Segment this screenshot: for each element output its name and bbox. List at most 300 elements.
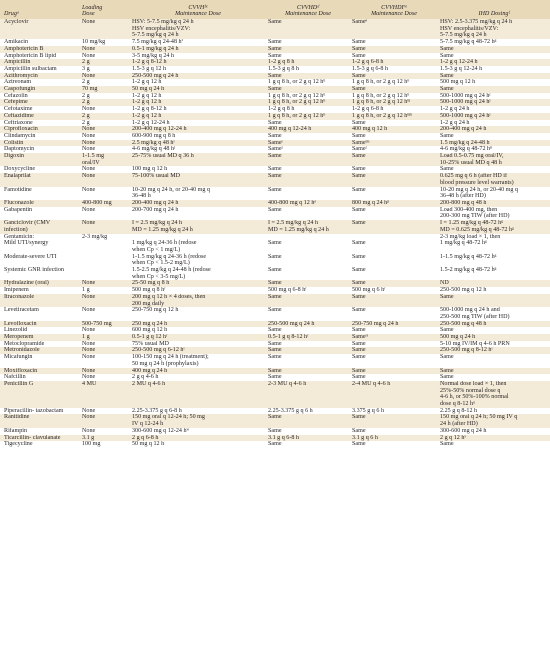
ihd-dosing-cell: 1-2 g q 24 h bbox=[438, 120, 550, 127]
table-row bbox=[0, 99, 550, 106]
cvvhdf-dose-cell: 2-4 MU q 4-6 h bbox=[350, 381, 438, 408]
header-row bbox=[0, 0, 550, 19]
cvvhd-dose-cell: Same bbox=[266, 414, 350, 427]
cvvhdf-dose-cell: 3.1 g q 6 h bbox=[350, 435, 438, 442]
table-row bbox=[0, 153, 550, 166]
cvvh-dose-cell: 3-5 mg/kg q 24 h bbox=[130, 53, 266, 60]
cvvhdf-dose-cell: Sameʲ bbox=[350, 146, 438, 153]
cvvh-dose-cell: 50 mg q 12 h bbox=[130, 441, 266, 448]
cvvh-dose-cell: 50 mg q 24 h bbox=[130, 86, 266, 93]
loading-dose-cell: None bbox=[80, 46, 130, 53]
drug-cell: Amphotericin B bbox=[0, 46, 80, 53]
cvvh-dose-cell: 1-2 g q 12 h bbox=[130, 99, 266, 106]
table-row bbox=[0, 220, 550, 233]
cvvhdf-dose-cell: 1.5-3 g q 6-8 h bbox=[350, 66, 438, 73]
drug-cell: Amphotericin B lipid bbox=[0, 53, 80, 60]
cvvhdf-dose-cell: Same bbox=[350, 220, 438, 233]
cvvhdf-dose-cell: Same bbox=[350, 307, 438, 320]
ihd-dosing-cell: 500 mg q 12 h bbox=[438, 79, 550, 86]
cvvhd-dose-cell: Same bbox=[266, 280, 350, 287]
table-row bbox=[0, 200, 550, 207]
cvvhdf-dose-cell: Same bbox=[350, 374, 438, 381]
loading-dose-cell: None bbox=[80, 414, 130, 427]
loading-dose-cell: None bbox=[80, 307, 130, 320]
cvvh-dose-cell: 2 MU q 4-6 h bbox=[130, 381, 266, 408]
cvvh-dose-cell: 2.25-3.375 g q 6-8 h bbox=[130, 408, 266, 415]
table-row bbox=[0, 166, 550, 173]
cvvh-column-header-label: CVVHᵇᶜ Maintenance Dose bbox=[175, 4, 221, 18]
cvvh-dose-cell: 1-2 g q 12 h bbox=[130, 79, 266, 86]
loading-dose-cell: 100 mg bbox=[80, 441, 130, 448]
cvvh-dose-cell: 2 g q 6-8 h bbox=[130, 435, 266, 442]
ihd-dosing-cell: Same bbox=[438, 368, 550, 375]
cvvhdf-dose-cell: Same bbox=[350, 414, 438, 427]
ihd-dosing-cell: Load 300-400 mg, then 200-300 mg TIW (after HD) bbox=[438, 207, 550, 220]
ihd-dosing-cell: Same bbox=[438, 53, 550, 60]
cvvh-dose-cell: HSV: 5-7.5 mg/kg q 24 h HSV encephalitis/VZV: 5-7.5 mg/kg q 24 h bbox=[130, 19, 266, 39]
loading-dose-cell: None bbox=[80, 220, 130, 233]
ihd-dosing-cell: Same bbox=[438, 166, 550, 173]
table-row bbox=[0, 341, 550, 348]
drug-cell: Colistin bbox=[0, 140, 80, 147]
ihd-dosing-cell: 250-500 mg q 12 h bbox=[438, 287, 550, 294]
cvvh-dose-cell: 300-600 mg q 12-24 hʷ bbox=[130, 428, 266, 435]
table-row bbox=[0, 280, 550, 287]
cvvh-dose-cell: 7.5 mg/kg q 24-48 hⁱ bbox=[130, 39, 266, 46]
drug-cell: Levofloxacin bbox=[0, 321, 80, 328]
ihd-dosing-cell: 5-10 mg IV/IM q 4-6 h PRN bbox=[438, 341, 550, 348]
cvvh-dose-cell: 1-2 g q 8-12 h bbox=[130, 106, 266, 113]
ihd-dosing-cell: I = 1.25 mg/kg q 48-72 hᵍ MD = 0.625 mg/kg q 48-72 hᵍ bbox=[438, 220, 550, 233]
drug-cell: Enalaprilat bbox=[0, 173, 80, 186]
cvvhdf-dose-cell: Same bbox=[350, 428, 438, 435]
table-row bbox=[0, 66, 550, 73]
cvvhd-dose-cell: Same bbox=[266, 53, 350, 60]
drug-cell: Itraconazole bbox=[0, 294, 80, 307]
cvvh-dose-cell: 200 mg q 12 h × 4 doses, then 200 mg daily bbox=[130, 294, 266, 307]
ihd-dosing-cell: 250-500 mg q 8-12 hᵗ bbox=[438, 347, 550, 354]
ihd-dosing-cell: 2.25 g q 8-12 h bbox=[438, 408, 550, 415]
ihd-dosing-cell: Load 0.5-0.75 mg oral/IV, 10-25% usual MD q 48 h bbox=[438, 153, 550, 166]
loading-dose-cell: None bbox=[80, 187, 130, 200]
table-row bbox=[0, 354, 550, 367]
cvvh-dose-cell: 1-2 g q 12 h bbox=[130, 93, 266, 100]
loading-dose-cell: None bbox=[80, 408, 130, 415]
loading-dose-cell: None bbox=[80, 327, 130, 334]
ihd-dosing-cell: 0.625 mg q 6 h (after HD if blood pressure level warrants) bbox=[438, 173, 550, 186]
cvvhd-dose-cell: Same bbox=[266, 173, 350, 186]
cvvhdf-dose-cell: Same bbox=[350, 153, 438, 166]
drug-cell: Ranitidine bbox=[0, 414, 80, 427]
table-row bbox=[0, 207, 550, 220]
ihd-dosing-cell: Same bbox=[438, 294, 550, 307]
cvvh-dose-cell: 0.5-1 g q 12 hʳ bbox=[130, 334, 266, 341]
cvvh-column-header bbox=[130, 0, 266, 19]
loading-dose-cell: None bbox=[80, 73, 130, 80]
cvvhdf-dose-cell: 1 g q 8 h, or 2 g q 12 hʰ bbox=[350, 93, 438, 100]
ihd-dosing-cell: 250-500 mg q 48 h bbox=[438, 321, 550, 328]
ihd-dosing-cell: 1.5 mg/kg q 24-48 h bbox=[438, 140, 550, 147]
table-row bbox=[0, 307, 550, 320]
table-row bbox=[0, 120, 550, 127]
ihd-dosing-cell: Same bbox=[438, 46, 550, 53]
cvvh-dose-cell: 0.5-1 mg/kg q 24 h bbox=[130, 46, 266, 53]
cvvhd-dose-cell: Same bbox=[266, 46, 350, 53]
drug-cell: Digoxin bbox=[0, 153, 80, 166]
loading-dose-cell: 2-3 mg/kg bbox=[80, 234, 130, 281]
drug-cell: Caspofungin bbox=[0, 86, 80, 93]
cvvh-dose-cell: 250 mg q 24 h bbox=[130, 321, 266, 328]
cvvhdf-column-header-label: CVVHDFᵉ Maintenance Dose bbox=[371, 4, 417, 18]
cvvhd-dose-cell: Same bbox=[266, 368, 350, 375]
table-row bbox=[0, 53, 550, 60]
loading-dose-cell: 3.1 g bbox=[80, 435, 130, 442]
ihd-dosing-cell: Same bbox=[438, 86, 550, 93]
ihd-column-header bbox=[438, 0, 550, 19]
cvvh-dose-cell: 200-400 mg q 24 h bbox=[130, 200, 266, 207]
cvvh-dose-cell: 200-700 mg q 24 h bbox=[130, 207, 266, 220]
cvvhd-dose-cell: 3.1 g q 6-8 h bbox=[266, 435, 350, 442]
table-row bbox=[0, 133, 550, 140]
cvvhdf-dose-cell: Same bbox=[350, 207, 438, 220]
cvvhdf-dose-cell: Same bbox=[350, 166, 438, 173]
table-row bbox=[0, 368, 550, 375]
table-row bbox=[0, 79, 550, 86]
table-row bbox=[0, 146, 550, 153]
loading-dose-cell: 2 g bbox=[80, 120, 130, 127]
loading-dose-cell: 500-750 mg bbox=[80, 321, 130, 328]
table-row bbox=[0, 113, 550, 120]
cvvh-dose-cell: 1-2 g q 8-12 h bbox=[130, 59, 266, 66]
cvvhdf-dose-cell: 1 g q 8 h, or 2 g q 12 hʰ bbox=[350, 79, 438, 86]
cvvhd-dose-cell: 500 mg q 6-8 hʳ bbox=[266, 287, 350, 294]
cvvhd-dose-cell: Same bbox=[266, 354, 350, 367]
drug-cell: Linezolid bbox=[0, 327, 80, 334]
cvvhd-dose-cell: Same bbox=[266, 428, 350, 435]
cvvhdf-dose-cell: 800 mg q 24 hᵖ bbox=[350, 200, 438, 207]
ihd-dosing-cell: Normal dose load × 1, then 25%-50% normal dose q 4-6 h, or 50%-100% normal dose q 8-12 hᵘ bbox=[438, 381, 550, 408]
drug-cell: Clindamycin bbox=[0, 133, 80, 140]
loading-dose-column-header bbox=[80, 0, 130, 19]
cvvhd-dose-cell: Same Same Same bbox=[266, 234, 350, 281]
cvvh-dose-cell: 200-400 mg q 12-24 h bbox=[130, 126, 266, 133]
table-row bbox=[0, 173, 550, 186]
loading-dose-cell: 2 g bbox=[80, 113, 130, 120]
table-row bbox=[0, 381, 550, 408]
cvvhd-dose-cell: Same bbox=[266, 153, 350, 166]
cvvhd-dose-cell: 2.25-3.375 g q 6 h bbox=[266, 408, 350, 415]
table-row bbox=[0, 126, 550, 133]
drug-cell: Piperacillin- tazobactam bbox=[0, 408, 80, 415]
loading-dose-cell: None bbox=[80, 368, 130, 375]
table-row bbox=[0, 408, 550, 415]
table-row bbox=[0, 374, 550, 381]
cvvhdf-dose-cell: Same bbox=[350, 86, 438, 93]
drug-cell: Famotidine bbox=[0, 187, 80, 200]
cvvhd-dose-cell: I = 2.5 mg/kg q 24 h MD = 1.25 mg/kg q 24 h bbox=[266, 220, 350, 233]
cvvh-dose-cell: 1.5-3 g q 12 h bbox=[130, 66, 266, 73]
ihd-dosing-cell: 500 mg q 24 h bbox=[438, 334, 550, 341]
cvvh-dose-cell: 150 mg oral q 12-24 h; 50 mg IV q 12-24 h bbox=[130, 414, 266, 427]
cvvhdf-dose-cell: Sameˡᵐ bbox=[350, 140, 438, 147]
cvvhdf-dose-cell: Same bbox=[350, 133, 438, 140]
loading-dose-column-header-label: Loading Dose bbox=[82, 4, 103, 18]
loading-dose-cell: 1 g bbox=[80, 287, 130, 294]
loading-dose-cell: 70 mg bbox=[80, 86, 130, 93]
table-row bbox=[0, 414, 550, 427]
cvvhd-dose-cell: 2-3 MU q 4-6 h bbox=[266, 381, 350, 408]
table-row bbox=[0, 187, 550, 200]
cvvhdf-dose-cell: Same bbox=[350, 354, 438, 367]
cvvh-dose-cell: 1-2 g q 12 h bbox=[130, 113, 266, 120]
loading-dose-cell: None bbox=[80, 374, 130, 381]
loading-dose-cell: 2 g bbox=[80, 59, 130, 66]
cvvh-dose-cell: 1-2 g q 12-24 h bbox=[130, 120, 266, 127]
cvvh-dose-cell: 500 mg q 8 hʳ bbox=[130, 287, 266, 294]
loading-dose-cell: None bbox=[80, 126, 130, 133]
drug-cell: Imipenem bbox=[0, 287, 80, 294]
cvvhdf-dose-cell: Same bbox=[350, 327, 438, 334]
table-body bbox=[0, 19, 550, 448]
cvvhd-dose-cell: Same bbox=[266, 19, 350, 39]
loading-dose-cell: 1 g bbox=[80, 334, 130, 341]
loading-dose-cell: None bbox=[80, 53, 130, 60]
cvvhdf-dose-cell: Same bbox=[350, 341, 438, 348]
drug-cell: Azithromycin bbox=[0, 73, 80, 80]
loading-dose-cell: 2 g bbox=[80, 99, 130, 106]
drug-cell: Ceftriaxone bbox=[0, 120, 80, 127]
drug-cell: Gabapentin bbox=[0, 207, 80, 220]
cvvhdf-dose-cell: Same bbox=[350, 294, 438, 307]
cvvhd-dose-cell: Same bbox=[266, 133, 350, 140]
cvvhd-dose-cell: Same bbox=[266, 166, 350, 173]
loading-dose-cell: 1-1.5 mg oral/IV bbox=[80, 153, 130, 166]
cvvhdf-dose-cell: Same bbox=[350, 73, 438, 80]
cvvhdf-dose-cell: Same bbox=[350, 280, 438, 287]
cvvhd-dose-cell: 400-800 mg q 12 hᵒ bbox=[266, 200, 350, 207]
drug-cell: Penicillin G bbox=[0, 381, 80, 408]
ihd-dosing-cell: 5-7.5 mg/kg q 48-72 hᵍ bbox=[438, 39, 550, 46]
loading-dose-cell: None bbox=[80, 133, 130, 140]
cvvhd-dose-cell: 1 g q 8 h, or 2 g q 12 hʰ bbox=[266, 113, 350, 120]
cvvhd-dose-cell: Same bbox=[266, 207, 350, 220]
ihd-dosing-cell: 500-1000 mg q 24 hʲ bbox=[438, 99, 550, 106]
ihd-dosing-cell: 500-1000 mg q 24 h and 250-500 mg TIW (after HD) bbox=[438, 307, 550, 320]
ihd-dosing-cell: 2-3 mg/kg load × 1, then 1 mg/kg q 48-72 hᵍ 1-1.5 mg/kg q 48-72 hᵍ 1.5-2 mg/kg q 48-72 hᵍ bbox=[438, 234, 550, 281]
cvvh-dose-cell: 100-150 mg q 24 h (treatment); 50 mg q 24 h (prophylaxis) bbox=[130, 354, 266, 367]
cvvhd-dose-cell: Same bbox=[266, 73, 350, 80]
loading-dose-cell: 3 g bbox=[80, 66, 130, 73]
cvvhd-dose-cell: Same bbox=[266, 39, 350, 46]
cvvh-dose-cell: 1 mg/kg q 24-36 h (redose when Cp < 1 mg/L) 1-1.5 mg/kg q 24-36 h (redose when Cp < 1.5-2 mg/L) 1.5-2.5 mg/kg q 24-48 h (redose when Cp < 3-5 mg/L) bbox=[130, 234, 266, 281]
cvvh-dose-cell: 2 g q 4-6 h bbox=[130, 374, 266, 381]
cvvhd-dose-cell: 1-2 g q 8 h bbox=[266, 106, 350, 113]
drug-cell: Daptomycin bbox=[0, 146, 80, 153]
cvvhdf-dose-cell: Same bbox=[350, 173, 438, 186]
cvvhd-dose-cell: Same bbox=[266, 307, 350, 320]
cvvhdf-dose-cell: Same bbox=[350, 441, 438, 448]
table-row bbox=[0, 234, 550, 281]
cvvhd-dose-cell: 250-500 mg q 24 h bbox=[266, 321, 350, 328]
table-row bbox=[0, 327, 550, 334]
cvvhdf-dose-cell: 250-750 mg q 24 h bbox=[350, 321, 438, 328]
cvvh-dose-cell: 250-500 mg q 24 h bbox=[130, 73, 266, 80]
cvvhdf-dose-cell: 3.375 g q 6 h bbox=[350, 408, 438, 415]
table-row bbox=[0, 46, 550, 53]
cvvhd-column-header-label: CVVHDᵈ Maintenance Dose bbox=[285, 4, 331, 18]
cvvh-dose-cell: 10-20 mg q 24 h, or 20-40 mg q 36-48 h bbox=[130, 187, 266, 200]
drug-cell: Ganciclovir (CMV infection) bbox=[0, 220, 80, 233]
cvvh-dose-cell: I = 2.5 mg/kg q 24 h MD = 1.25 mg/kg q 24 h bbox=[130, 220, 266, 233]
ihd-column-header-label: IHD Dosingᶠ bbox=[478, 11, 510, 18]
drug-cell: Ceftazidime bbox=[0, 113, 80, 120]
cvvh-dose-cell: 25-75% usual MD q 36 h bbox=[130, 153, 266, 166]
cvvhdf-column-header bbox=[350, 0, 438, 19]
cvvh-dose-cell: 75-100% usual MD bbox=[130, 173, 266, 186]
drug-cell: Acyclovir bbox=[0, 19, 80, 39]
ihd-dosing-cell: 200-800 mg q 48 h bbox=[438, 200, 550, 207]
loading-dose-cell: None bbox=[80, 19, 130, 39]
loading-dose-cell: 2 g bbox=[80, 93, 130, 100]
cvvhd-dose-cell: 1.5-3 g q 8 h bbox=[266, 66, 350, 73]
drug-cell: Gentamicin: Mild UTI/synergy Moderate-severe UTI Systemic GNR infection bbox=[0, 234, 80, 281]
cvvhdf-dose-cell: Same bbox=[350, 39, 438, 46]
table-row bbox=[0, 334, 550, 341]
drug-cell: Ampicillin bbox=[0, 59, 80, 66]
drug-cell: Ticarcillin- clavulanate bbox=[0, 435, 80, 442]
cvvhdf-dose-cell: Same bbox=[350, 368, 438, 375]
ihd-dosing-cell: HSV: 2.5-3.375 mg/kg q 24 h HSV encephalitis/VZV: 5-7.5 mg/kg q 24 h bbox=[438, 19, 550, 39]
cvvhd-dose-cell: 1 g q 8 h, or 2 g q 12 hʰ bbox=[266, 99, 350, 106]
loading-dose-cell: None bbox=[80, 428, 130, 435]
drug-cell: Metoclopramide bbox=[0, 341, 80, 348]
cvvhd-dose-cell: 400 mg q 12-24 h bbox=[266, 126, 350, 133]
drug-cell: Ampicillin sulbactam bbox=[0, 66, 80, 73]
table-row bbox=[0, 287, 550, 294]
ihd-dosing-cell: Same bbox=[438, 354, 550, 367]
loading-dose-cell: None bbox=[80, 173, 130, 186]
loading-dose-cell: None bbox=[80, 294, 130, 307]
loading-dose-cell: None bbox=[80, 354, 130, 367]
loading-dose-cell: 2 g bbox=[80, 79, 130, 86]
drug-cell: Rifampin bbox=[0, 428, 80, 435]
loading-dose-cell: None bbox=[80, 280, 130, 287]
ihd-dosing-cell: 150 mg oral q 24 h; 50 mg IV q 24 h (after HD) bbox=[438, 414, 550, 427]
table-row bbox=[0, 347, 550, 354]
cvvh-dose-cell: 250-500 mg q 6-12 hᵗ bbox=[130, 347, 266, 354]
ihd-dosing-cell: Same bbox=[438, 441, 550, 448]
table-row bbox=[0, 441, 550, 448]
loading-dose-cell: None bbox=[80, 140, 130, 147]
cvvhdf-dose-cell: Same Same Same bbox=[350, 234, 438, 281]
ihd-dosing-cell: 10-20 mg q 24 h, or 20-40 mg q 36-48 h (after HD) bbox=[438, 187, 550, 200]
loading-dose-cell: 400-800 mg bbox=[80, 200, 130, 207]
cvvhdf-dose-cell: 400 mg q 12 h bbox=[350, 126, 438, 133]
ihd-dosing-cell: 2 g q 12 hʸ bbox=[438, 435, 550, 442]
drug-cell: Meropenem bbox=[0, 334, 80, 341]
drug-cell: Tigecycline bbox=[0, 441, 80, 448]
loading-dose-cell: None bbox=[80, 347, 130, 354]
table-row bbox=[0, 86, 550, 93]
cvvhd-dose-cell: 1 g q 8 h, or 2 g q 12 hʰ bbox=[266, 93, 350, 100]
ihd-dosing-cell: Same bbox=[438, 133, 550, 140]
drug-cell: Micafungin bbox=[0, 354, 80, 367]
cvvhd-dose-cell: Same bbox=[266, 341, 350, 348]
cvvhd-dose-cell: Same bbox=[266, 120, 350, 127]
ihd-dosing-cell: Same bbox=[438, 374, 550, 381]
cvvh-dose-cell: 4-6 mg/kg q 48 hʲ bbox=[130, 146, 266, 153]
loading-dose-cell: None bbox=[80, 146, 130, 153]
cvvhd-dose-cell: 1-2 g q 8 h bbox=[266, 59, 350, 66]
cvvhd-dose-cell: 1 g q 8 h, or 2 g q 12 hʰ bbox=[266, 79, 350, 86]
cvvh-dose-cell: 75% usual MD bbox=[130, 341, 266, 348]
ihd-dosing-cell: 500-1000 mg q 24 hʲ bbox=[438, 113, 550, 120]
cvvhd-dose-cell: Same bbox=[266, 187, 350, 200]
ihd-dosing-cell: 500-1000 mg q 24 hʲ bbox=[438, 93, 550, 100]
table-row bbox=[0, 428, 550, 435]
ihd-dosing-cell: Same bbox=[438, 73, 550, 80]
cvvh-dose-cell: 600-900 mg q 8 h bbox=[130, 133, 266, 140]
cvvhd-dose-cell: Same bbox=[266, 327, 350, 334]
ihd-dosing-cell: 1-2 g q 12-24 h bbox=[438, 59, 550, 66]
loading-dose-cell: None bbox=[80, 341, 130, 348]
table-row bbox=[0, 321, 550, 328]
loading-dose-cell: None bbox=[80, 166, 130, 173]
cvvhd-column-header bbox=[266, 0, 350, 19]
drug-cell: Fluconazole bbox=[0, 200, 80, 207]
table-header bbox=[0, 0, 550, 19]
cvvhdf-dose-cell: Same bbox=[350, 120, 438, 127]
drug-cell: Amikacin bbox=[0, 39, 80, 46]
table-row bbox=[0, 73, 550, 80]
ihd-dosing-cell: 300-600 mg q 24 h bbox=[438, 428, 550, 435]
cvvhdf-dose-cell: 1-2 g q 6-8 h bbox=[350, 106, 438, 113]
drug-cell: Cefepime bbox=[0, 99, 80, 106]
table-row bbox=[0, 59, 550, 66]
cvvhd-dose-cell: Sameˡ bbox=[266, 140, 350, 147]
cvvhd-dose-cell: Sameʲ bbox=[266, 146, 350, 153]
cvvh-dose-cell: 100 mg q 12 h bbox=[130, 166, 266, 173]
cvvhd-dose-cell: Same bbox=[266, 441, 350, 448]
cvvhdf-dose-cell: Sameʳˢ bbox=[350, 334, 438, 341]
table-row bbox=[0, 19, 550, 39]
table-row bbox=[0, 93, 550, 100]
loading-dose-cell: None bbox=[80, 207, 130, 220]
drug-column-header bbox=[0, 0, 80, 19]
cvvh-dose-cell: 400 mg q 24 h bbox=[130, 368, 266, 375]
drug-cell: Metronidazole bbox=[0, 347, 80, 354]
cvvh-dose-cell: 25-50 mg q 8 h bbox=[130, 280, 266, 287]
table-row bbox=[0, 39, 550, 46]
loading-dose-cell: 10 mg/kg bbox=[80, 39, 130, 46]
drug-cell: Cefotaxime bbox=[0, 106, 80, 113]
loading-dose-cell: None bbox=[80, 106, 130, 113]
cvvhdf-dose-cell: 500 mg q 6 hʳ bbox=[350, 287, 438, 294]
drug-cell: Ciprofloxacin bbox=[0, 126, 80, 133]
drug-cell: Nafcillin bbox=[0, 374, 80, 381]
ihd-dosing-cell: 1.5-3 g q 12-24 h bbox=[438, 66, 550, 73]
drug-cell: Doxycycline bbox=[0, 166, 80, 173]
cvvhdf-dose-cell: Same bbox=[350, 347, 438, 354]
ihd-dosing-cell: 200-400 mg q 24 h bbox=[438, 126, 550, 133]
cvvhdf-dose-cell: 1-2 g q 6-8 h bbox=[350, 59, 438, 66]
drug-cell: Cefazolin bbox=[0, 93, 80, 100]
cvvh-dose-cell: 2.5 mg/kg q 48 hˡ bbox=[130, 140, 266, 147]
drug-cell: Hydralazine (oral) bbox=[0, 280, 80, 287]
cvvhdf-dose-cell: Same bbox=[350, 53, 438, 60]
cvvhd-dose-cell: Same bbox=[266, 294, 350, 307]
cvvhdf-dose-cell: 1 g q 8 h, or 2 g q 12 hʰʲ bbox=[350, 99, 438, 106]
